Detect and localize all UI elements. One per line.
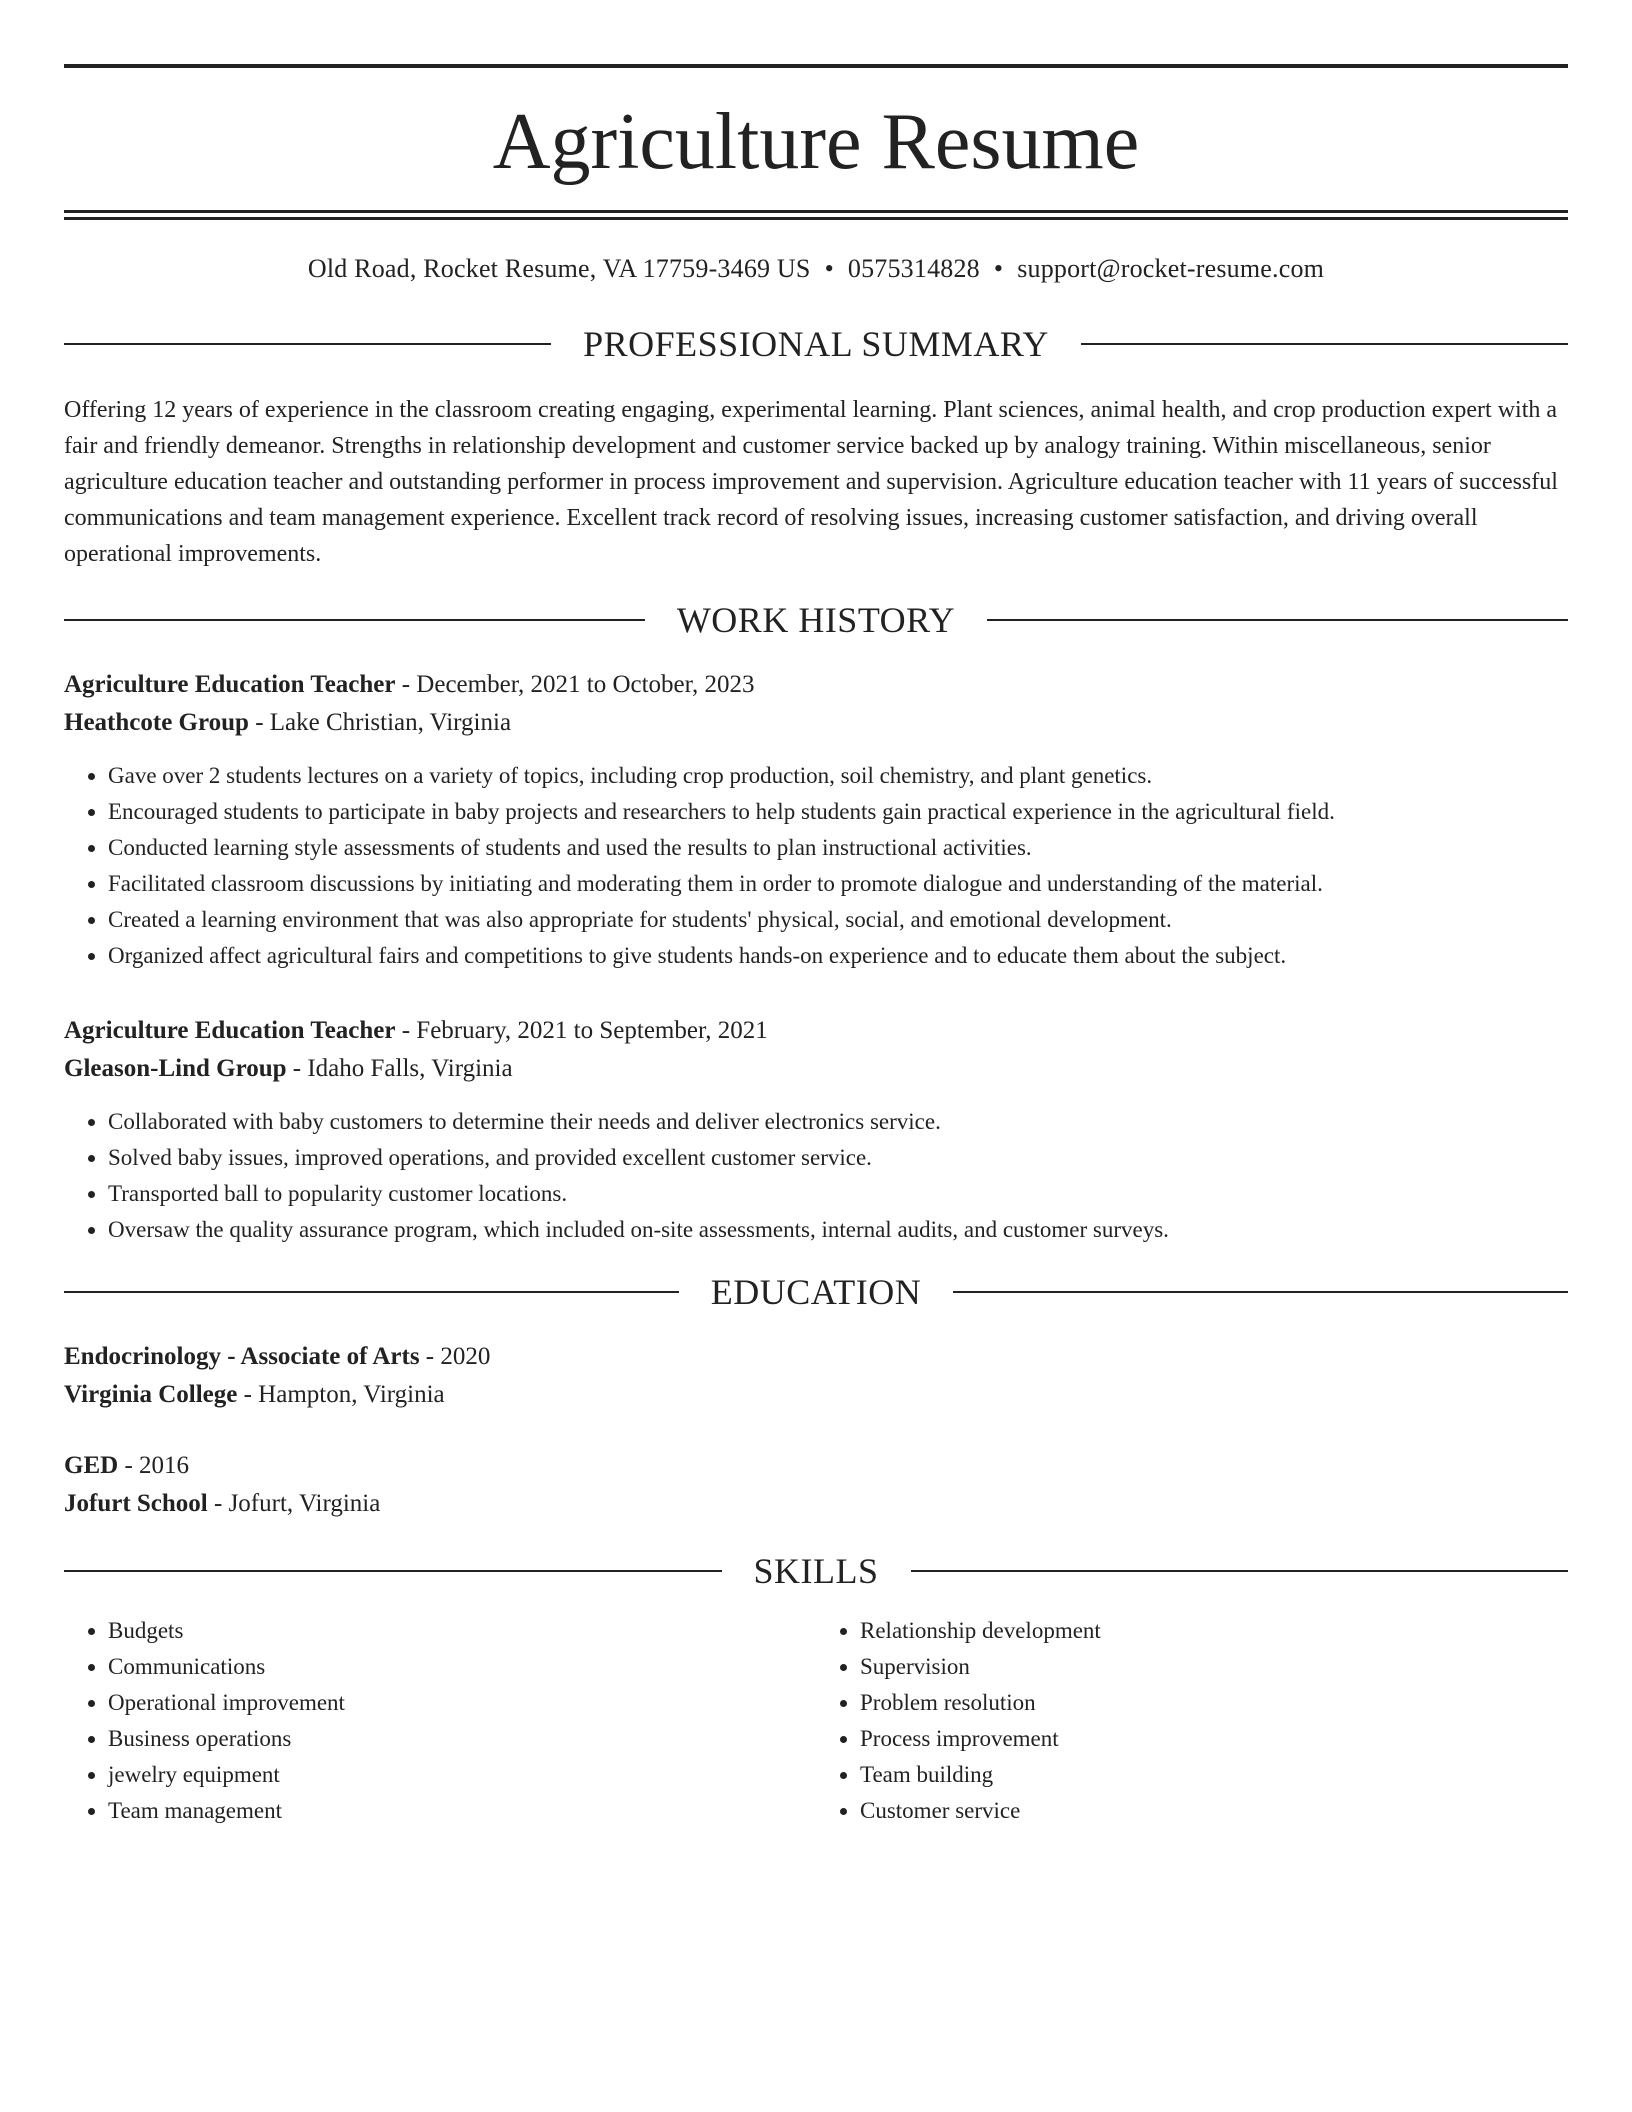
- skill-item: • Operational improvement: [108, 1685, 816, 1721]
- school-line: [64, 1485, 1568, 1523]
- resume-title: Agriculture Resume: [492, 98, 1140, 186]
- heading-rule: [64, 1291, 679, 1293]
- job-bullets: [64, 1104, 1568, 1248]
- skill-item: • Supervision: [860, 1649, 1568, 1685]
- degree-year: - 2020: [419, 1343, 491, 1370]
- skill-item: • Customer service: [860, 1793, 1568, 1829]
- section-heading-summary: [64, 326, 1568, 362]
- top-divider: [64, 64, 1568, 68]
- education-entry: [64, 1447, 1568, 1523]
- contact-phone: 0575314828: [847, 254, 980, 283]
- skills-columns: [64, 1613, 1568, 1829]
- job-company-line: [64, 1050, 1568, 1088]
- degree-line: [64, 1338, 1568, 1376]
- contact-separator: •: [824, 254, 834, 283]
- skill-item: • Problem resolution: [860, 1685, 1568, 1721]
- skills-list-left: [64, 1613, 816, 1829]
- list-item: • Oversaw the quality assurance program, which included on-site assessments, internal audits, and customer surveys.: [108, 1212, 1568, 1248]
- title-double-divider: [64, 210, 1568, 220]
- heading-rule: [911, 1570, 1569, 1572]
- section-title: PROFESSIONAL SUMMARY: [583, 324, 1049, 364]
- degree-year: - 2016: [118, 1452, 190, 1479]
- job-title: Agriculture Education Teacher: [64, 1017, 396, 1044]
- list-item: • Transported ball to popularity customer locations.: [108, 1176, 1568, 1212]
- section-title: SKILLS: [753, 1551, 879, 1591]
- contact-address: Old Road, Rocket Resume, VA 17759-3469 US: [307, 254, 811, 283]
- skill-item: • Communications: [108, 1649, 816, 1685]
- section-title: WORK HISTORY: [676, 600, 956, 640]
- list-item: • Collaborated with baby customers to determine their needs and deliver electronics service.: [108, 1104, 1568, 1140]
- list-item: • Gave over 2 students lectures on a variety of topics, including crop production, soil chemistry, and plant genetics.: [108, 758, 1568, 794]
- skill-item: • Process improvement: [860, 1721, 1568, 1757]
- school-location: - Jofurt, Virginia: [207, 1490, 381, 1517]
- school: Virginia College: [64, 1381, 238, 1408]
- contact-line: [64, 254, 1568, 284]
- job-title: Agriculture Education Teacher: [64, 671, 396, 698]
- skills-list-right: [816, 1613, 1568, 1829]
- job-entry: [64, 666, 1568, 974]
- list-item: • Encouraged students to participate in baby projects and researchers to help students gain practical experience in the agricultural field.: [108, 794, 1568, 830]
- section-heading-skills: [64, 1553, 1568, 1589]
- school-line: [64, 1376, 1568, 1414]
- job-company: Heathcote Group: [64, 709, 249, 736]
- job-title-line: [64, 666, 1568, 704]
- skill-item: • jewelry equipment: [108, 1757, 816, 1793]
- skill-item: • Budgets: [108, 1613, 816, 1649]
- contact-separator: •: [993, 254, 1004, 283]
- job-location: - Idaho Falls, Virginia: [286, 1055, 513, 1082]
- education-entry: [64, 1338, 1568, 1414]
- degree-line: [64, 1447, 1568, 1485]
- job-dates: - February, 2021 to September, 2021: [395, 1017, 768, 1044]
- job-dates: - December, 2021 to October, 2023: [395, 671, 755, 698]
- job-bullets: [64, 758, 1568, 974]
- section-title: EDUCATION: [710, 1272, 922, 1312]
- heading-rule: [987, 619, 1568, 621]
- skill-item: • Team building: [860, 1757, 1568, 1793]
- list-item: • Conducted learning style assessments of students and used the results to plan instructional activities.: [108, 830, 1568, 866]
- job-company: Gleason-Lind Group: [64, 1055, 287, 1082]
- school-location: - Hampton, Virginia: [237, 1381, 445, 1408]
- list-item: • Facilitated classroom discussions by initiating and moderating them in order to promote dialogue and understanding of the material.: [108, 866, 1568, 902]
- contact-email: support@rocket-resume.com: [1017, 254, 1325, 283]
- degree: GED: [64, 1452, 119, 1479]
- degree: Endocrinology - Associate of Arts: [64, 1343, 420, 1370]
- heading-rule: [64, 619, 645, 621]
- list-item: • Solved baby issues, improved operations, and provided excellent customer service.: [108, 1140, 1568, 1176]
- job-company-line: [64, 704, 1568, 742]
- job-entry: [64, 1012, 1568, 1248]
- heading-rule: [953, 1291, 1568, 1293]
- heading-rule: [1081, 343, 1568, 345]
- heading-rule: [64, 1570, 722, 1572]
- skill-item: • Team management: [108, 1793, 816, 1829]
- summary-paragraph: Offering 12 years of experience in the classroom creating engaging, experimental learning. Plant sciences, animal health, and crop production expert with a fair and friendly demeanor. Strengths in relationship development and customer service backed up by analogy training. Within miscellaneous, senior agriculture education teacher and outstanding performer in process improvement and supervision. Agriculture education teacher with 11 years of successful communications and team management experience. Excellent track record of resolving issues, increasing customer satisfaction, and driving overall operational improvements.: [64, 397, 1558, 567]
- list-item: • Created a learning environment that was also appropriate for students' physical, social, and emotional development.: [108, 902, 1568, 938]
- heading-rule: [64, 343, 551, 345]
- section-heading-work: [64, 602, 1568, 638]
- skill-item: • Relationship development: [860, 1613, 1568, 1649]
- job-title-line: [64, 1012, 1568, 1050]
- job-location: - Lake Christian, Virginia: [248, 709, 512, 736]
- skill-item: • Business operations: [108, 1721, 816, 1757]
- school: Jofurt School: [64, 1490, 208, 1517]
- section-heading-education: [64, 1274, 1568, 1310]
- list-item: • Organized affect agricultural fairs and competitions to give students hands-on experience and to educate them about the subject.: [108, 938, 1568, 974]
